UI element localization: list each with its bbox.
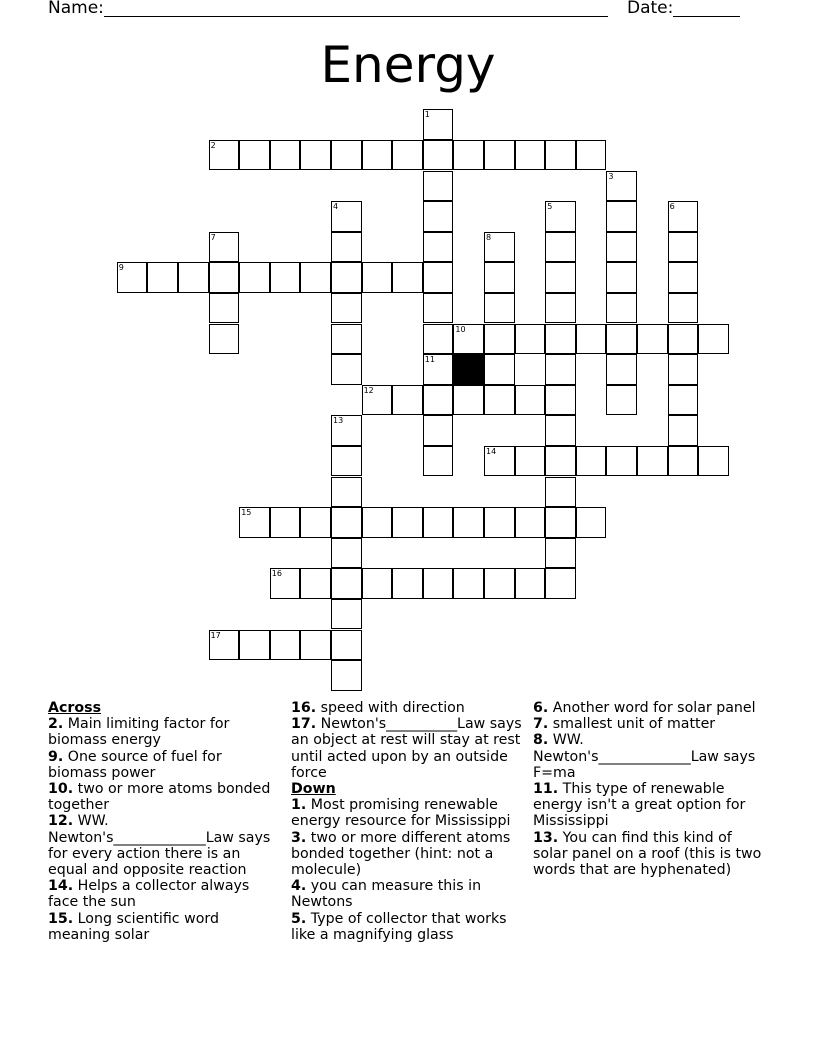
grid-cell[interactable]	[423, 171, 454, 202]
grid-cell[interactable]	[147, 262, 178, 293]
grid-cell[interactable]	[331, 446, 362, 477]
down-clue	[533, 732, 767, 781]
clue-number-label: 15.	[48, 910, 74, 927]
clue-number-label: 9.	[48, 748, 64, 765]
grid-cell[interactable]	[423, 324, 454, 355]
clue-text: you can measure this in Newtons	[291, 878, 482, 911]
grid-cell[interactable]	[331, 324, 362, 355]
grid-cell[interactable]	[545, 538, 576, 569]
clue-number-label: 4.	[291, 878, 307, 895]
grid-cell[interactable]	[453, 385, 484, 416]
down-heading: Down	[291, 781, 336, 798]
grid-cell[interactable]	[331, 232, 362, 263]
clue-number-label: 1.	[291, 797, 307, 814]
clue-text: Newton's__________Law says an object at rest will stay at rest until acted upon by an outside force	[291, 716, 522, 781]
grid-cell[interactable]	[392, 568, 423, 599]
grid-cell[interactable]	[576, 446, 607, 477]
grid-cell[interactable]	[331, 630, 362, 661]
clue-number: 14	[486, 446, 497, 456]
clue-column-1	[48, 700, 282, 943]
name-label: Name:	[48, 0, 110, 18]
clue-text: two or more atoms bonded together	[48, 781, 271, 814]
grid-cell[interactable]	[362, 262, 393, 293]
down-clue	[533, 700, 767, 716]
grid-cell[interactable]	[453, 568, 484, 599]
grid-cell[interactable]	[484, 232, 515, 263]
down-clue	[291, 878, 525, 910]
grid-cell[interactable]	[453, 324, 484, 355]
grid-cell[interactable]	[392, 507, 423, 538]
clue-text: Type of collector that works like a magnifying glass	[291, 910, 507, 943]
grid-cell[interactable]	[362, 385, 393, 416]
grid-cell[interactable]	[515, 324, 546, 355]
clue-number: 4	[333, 202, 339, 212]
grid-cell[interactable]	[576, 507, 607, 538]
grid-cell[interactable]	[331, 568, 362, 599]
grid-cell[interactable]	[331, 293, 362, 324]
grid-cell[interactable]	[362, 507, 393, 538]
grid-cell[interactable]	[423, 507, 454, 538]
grid-cell[interactable]	[362, 568, 393, 599]
grid-cell[interactable]	[300, 140, 331, 171]
grid-cell[interactable]	[484, 507, 515, 538]
grid-cell[interactable]	[392, 385, 423, 416]
clue-text: smallest unit of matter	[548, 716, 716, 733]
clue-text: two or more different atoms bonded together (hint: not a molecule)	[291, 829, 511, 879]
grid-cell[interactable]	[239, 140, 270, 171]
grid-cell[interactable]	[515, 446, 546, 477]
grid-cell[interactable]	[484, 262, 515, 293]
grid-cell[interactable]	[423, 568, 454, 599]
grid-cell[interactable]	[239, 262, 270, 293]
grid-cell[interactable]	[545, 446, 576, 477]
grid-cell[interactable]	[270, 140, 301, 171]
grid-cell[interactable]	[545, 262, 576, 293]
grid-cell[interactable]	[515, 140, 546, 171]
grid-cell[interactable]	[698, 324, 729, 355]
grid-cell[interactable]	[545, 385, 576, 416]
clue-text: Helps a collector always face the sun	[48, 878, 250, 911]
grid-cell[interactable]	[606, 232, 637, 263]
across-clue	[48, 878, 282, 910]
clue-text: One source of fuel for biomass power	[48, 748, 222, 781]
grid-cell[interactable]	[209, 293, 240, 324]
grid-cell[interactable]	[453, 507, 484, 538]
down-clue	[291, 797, 525, 829]
grid-cell[interactable]	[545, 477, 576, 508]
grid-cell[interactable]	[300, 630, 331, 661]
grid-cell[interactable]	[545, 354, 576, 385]
grid-cell[interactable]	[545, 293, 576, 324]
across-clue	[291, 716, 525, 781]
clue-number: 3	[608, 171, 614, 181]
down-clue	[291, 830, 525, 879]
grid-cell[interactable]	[484, 324, 515, 355]
grid-cell[interactable]	[270, 262, 301, 293]
grid-cell[interactable]	[331, 201, 362, 232]
grid-cell[interactable]	[423, 109, 454, 140]
grid-cell[interactable]	[300, 568, 331, 599]
clue-number-label: 13.	[533, 829, 559, 846]
grid-cell[interactable]	[484, 568, 515, 599]
grid-cell[interactable]	[209, 262, 240, 293]
grid-cell[interactable]	[270, 568, 301, 599]
grid-cell[interactable]	[668, 232, 699, 263]
clue-number-label: 16.	[291, 700, 317, 716]
clue-text: WW. Newton's_____________Law says F=ma	[533, 732, 756, 781]
grid-cell[interactable]	[423, 446, 454, 477]
grid-cell[interactable]	[331, 354, 362, 385]
across-clue	[48, 911, 282, 943]
grid-cell[interactable]	[270, 507, 301, 538]
grid-cell[interactable]	[239, 630, 270, 661]
grid-cell[interactable]	[606, 171, 637, 202]
clue-column-2	[291, 700, 525, 943]
grid-cell[interactable]	[668, 293, 699, 324]
black-square	[453, 354, 484, 385]
grid-cell[interactable]	[300, 507, 331, 538]
clue-number-label: 6.	[533, 700, 549, 716]
clue-number-label: 5.	[291, 910, 307, 927]
grid-cell[interactable]	[606, 201, 637, 232]
grid-cell[interactable]	[606, 293, 637, 324]
clue-number-label: 11.	[533, 781, 559, 798]
grid-cell[interactable]	[209, 140, 240, 171]
clue-text: This type of renewable energy isn't a great option for Mississippi	[533, 781, 746, 830]
clue-text: WW. Newton's_____________Law says for every action there is an equal and opposite reaction	[48, 813, 271, 879]
grid-cell[interactable]	[668, 446, 699, 477]
clue-number: 5	[547, 202, 553, 212]
clue-number: 7	[210, 232, 216, 242]
grid-cell[interactable]	[331, 660, 362, 691]
grid-cell[interactable]	[668, 354, 699, 385]
grid-cell[interactable]	[484, 293, 515, 324]
clue-text: Main limiting factor for biomass energy	[48, 716, 230, 749]
grid-cell[interactable]	[545, 140, 576, 171]
down-clue	[533, 716, 767, 732]
grid-cell[interactable]	[331, 507, 362, 538]
grid-cell[interactable]	[178, 262, 209, 293]
grid-cell[interactable]	[270, 630, 301, 661]
grid-cell[interactable]	[423, 201, 454, 232]
clue-number: 15	[241, 508, 252, 518]
grid-cell[interactable]	[331, 415, 362, 446]
grid-cell[interactable]	[606, 385, 637, 416]
grid-cell[interactable]	[515, 385, 546, 416]
grid-cell[interactable]	[545, 507, 576, 538]
grid-cell[interactable]	[239, 507, 270, 538]
grid-cell[interactable]	[637, 324, 668, 355]
clue-number-label: 3.	[291, 829, 307, 846]
grid-cell[interactable]	[515, 568, 546, 599]
down-clue	[291, 911, 525, 943]
down-clue	[533, 781, 767, 830]
clue-number: 1	[424, 110, 430, 120]
grid-cell[interactable]	[545, 324, 576, 355]
grid-cell[interactable]	[423, 293, 454, 324]
grid-cell[interactable]	[331, 538, 362, 569]
grid-cell[interactable]	[484, 385, 515, 416]
grid-cell[interactable]	[668, 415, 699, 446]
grid-cell[interactable]	[484, 446, 515, 477]
grid-cell[interactable]	[606, 354, 637, 385]
clue-number: 9	[118, 263, 124, 273]
clue-column-3	[533, 700, 767, 878]
grid-cell[interactable]	[392, 262, 423, 293]
grid-cell[interactable]	[331, 477, 362, 508]
grid-cell[interactable]	[515, 507, 546, 538]
grid-cell[interactable]	[423, 385, 454, 416]
clue-number-label: 17.	[291, 716, 317, 733]
grid-cell[interactable]	[331, 599, 362, 630]
clue-text: speed with direction	[316, 700, 465, 716]
clue-number: 8	[486, 232, 492, 242]
grid-cell[interactable]	[209, 630, 240, 661]
grid-cell[interactable]	[362, 140, 393, 171]
puzzle-title: Energy	[320, 36, 496, 94]
grid-cell[interactable]	[209, 232, 240, 263]
clue-text: Long scientific word meaning solar	[48, 910, 219, 943]
grid-cell[interactable]	[545, 568, 576, 599]
clue-number: 2	[210, 140, 216, 150]
clue-text: Another word for solar panel	[548, 700, 756, 716]
across-clue	[48, 716, 282, 748]
across-heading: Across	[48, 700, 102, 716]
grid-cell[interactable]	[606, 324, 637, 355]
grid-cell[interactable]	[668, 262, 699, 293]
grid-cell[interactable]	[668, 385, 699, 416]
grid-cell[interactable]	[606, 446, 637, 477]
grid-cell[interactable]	[331, 262, 362, 293]
clue-number-label: 7.	[533, 716, 549, 733]
clue-number-label: 12.	[48, 813, 74, 830]
across-clue	[48, 749, 282, 781]
grid-cell[interactable]	[331, 140, 362, 171]
clue-number: 12	[363, 385, 374, 395]
grid-cell[interactable]	[484, 140, 515, 171]
clue-number-label: 8.	[533, 732, 549, 749]
down-clue	[533, 830, 767, 879]
grid-cell[interactable]	[668, 324, 699, 355]
grid-cell[interactable]	[117, 262, 148, 293]
grid-cell[interactable]	[668, 201, 699, 232]
clue-number-label: 14.	[48, 878, 74, 895]
clue-number-label: 2.	[48, 716, 64, 733]
grid-cell[interactable]	[545, 415, 576, 446]
grid-cell[interactable]	[698, 446, 729, 477]
grid-cell[interactable]	[637, 446, 668, 477]
clue-number: 11	[424, 355, 435, 365]
clue-number: 6	[669, 202, 675, 212]
grid-cell[interactable]	[606, 262, 637, 293]
grid-cell[interactable]	[423, 232, 454, 263]
grid-cell[interactable]	[484, 354, 515, 385]
grid-cell[interactable]	[300, 262, 331, 293]
grid-cell[interactable]	[423, 415, 454, 446]
across-clue	[48, 813, 282, 878]
grid-cell[interactable]	[423, 140, 454, 171]
grid-cell[interactable]	[423, 354, 454, 385]
clue-text: Most promising renewable energy resource for Mississippi	[291, 797, 511, 830]
grid-cell[interactable]	[423, 262, 454, 293]
grid-cell[interactable]	[576, 140, 607, 171]
grid-cell[interactable]	[453, 140, 484, 171]
clue-number: 17	[210, 630, 221, 640]
grid-cell[interactable]	[545, 232, 576, 263]
clue-text: You can find this kind of solar panel on a roof (this is two words that are hyphenated)	[533, 829, 762, 879]
across-clue	[291, 700, 525, 716]
clue-number: 10	[455, 324, 466, 334]
clue-number: 16	[271, 569, 282, 579]
grid-cell[interactable]	[209, 324, 240, 355]
grid-cell[interactable]	[545, 201, 576, 232]
grid-cell[interactable]	[576, 324, 607, 355]
clue-number: 13	[333, 416, 344, 426]
date-label: Date:	[627, 0, 679, 18]
clue-number-label: 10.	[48, 781, 74, 798]
grid-cell[interactable]	[392, 140, 423, 171]
across-clue	[48, 781, 282, 813]
